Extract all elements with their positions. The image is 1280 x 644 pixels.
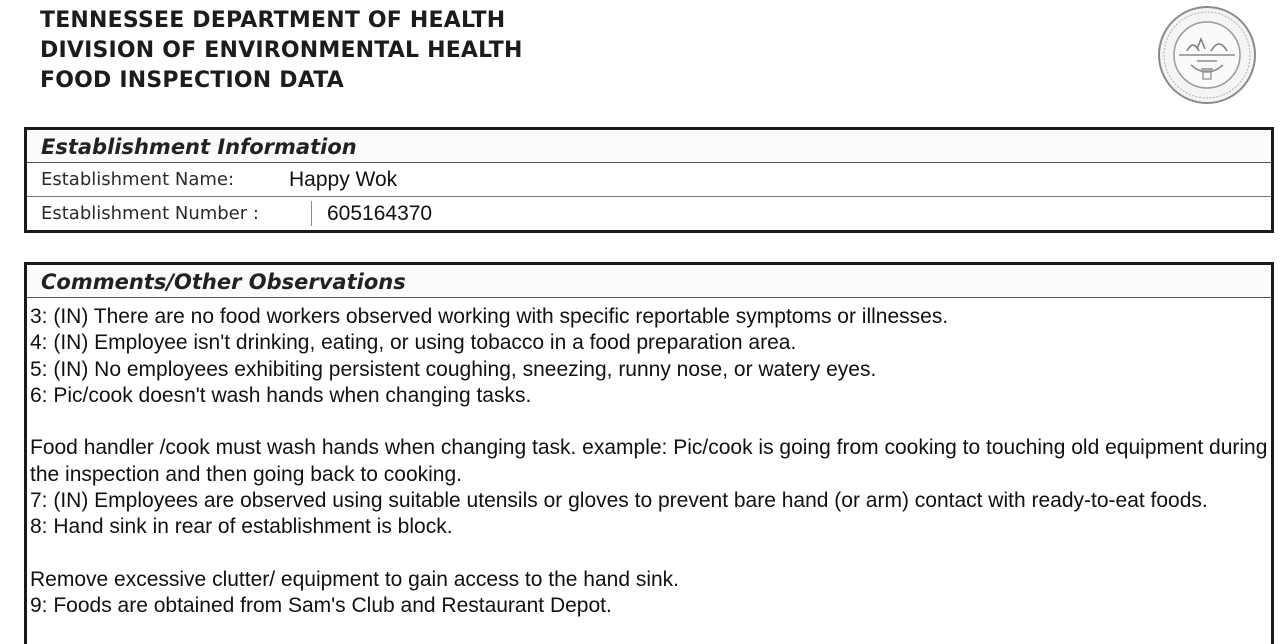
comments-body [27, 298, 1271, 620]
comment-blank-line [30, 409, 1271, 435]
document-header [40, 6, 523, 96]
header-title: FOOD INSPECTION DATA [40, 68, 344, 93]
header-division: DIVISION OF ENVIRONMENTAL HEALTH [40, 38, 523, 63]
establishment-name-row [27, 163, 1271, 197]
establishment-name-label: Establishment Name: [41, 169, 235, 190]
column-divider [311, 201, 312, 226]
comment-line: 9: Foods are obtained from Sam's Club and Restaurant Depot. [30, 594, 612, 618]
comment-line: 3: (IN) There are no food workers observed working with specific reportable symptoms or illnesses. [30, 305, 949, 328]
comment-line: 7: (IN) Employees are observed using suitable utensils or gloves to prevent bare hand (or arm) contact with ready-to-eat foods. [30, 489, 1208, 513]
comment-line: 5: (IN) No employees exhibiting persistent coughing, sneezing, runny nose, or watery eyes. [30, 357, 877, 381]
comment-line: Food handler /cook must wash hands when changing task. example: Pic/cook is going from cooking to touching old equipment during the inspection and then going back to cooking. [30, 436, 1268, 486]
comment-line: 6: Pic/cook doesn't wash hands when changing tasks. [30, 383, 532, 407]
establishment-number-value: 605164370 [327, 202, 433, 225]
header-department: TENNESSEE DEPARTMENT OF HEALTH [40, 8, 506, 33]
comment-line: 8: Hand sink in rear of establishment is block. [30, 515, 453, 539]
comments-panel [24, 262, 1274, 644]
establishment-information-panel [24, 127, 1274, 233]
establishment-number-row [27, 197, 1271, 230]
comment-line: 4: (IN) Employee isn't drinking, eating, or using tobacco in a food preparation area. [30, 331, 797, 355]
establishment-number-label: Establishment Number : [41, 203, 259, 224]
establishment-name-value: Happy Wok [289, 168, 398, 191]
establishment-information-heading: Establishment Information [27, 130, 1271, 163]
comment-line: Remove excessive clutter/ equipment to gain access to the hand sink. [30, 567, 680, 591]
comments-heading: Comments/Other Observations [27, 265, 1271, 298]
comment-blank-line [30, 541, 1271, 567]
tennessee-state-seal-icon [1157, 5, 1257, 105]
